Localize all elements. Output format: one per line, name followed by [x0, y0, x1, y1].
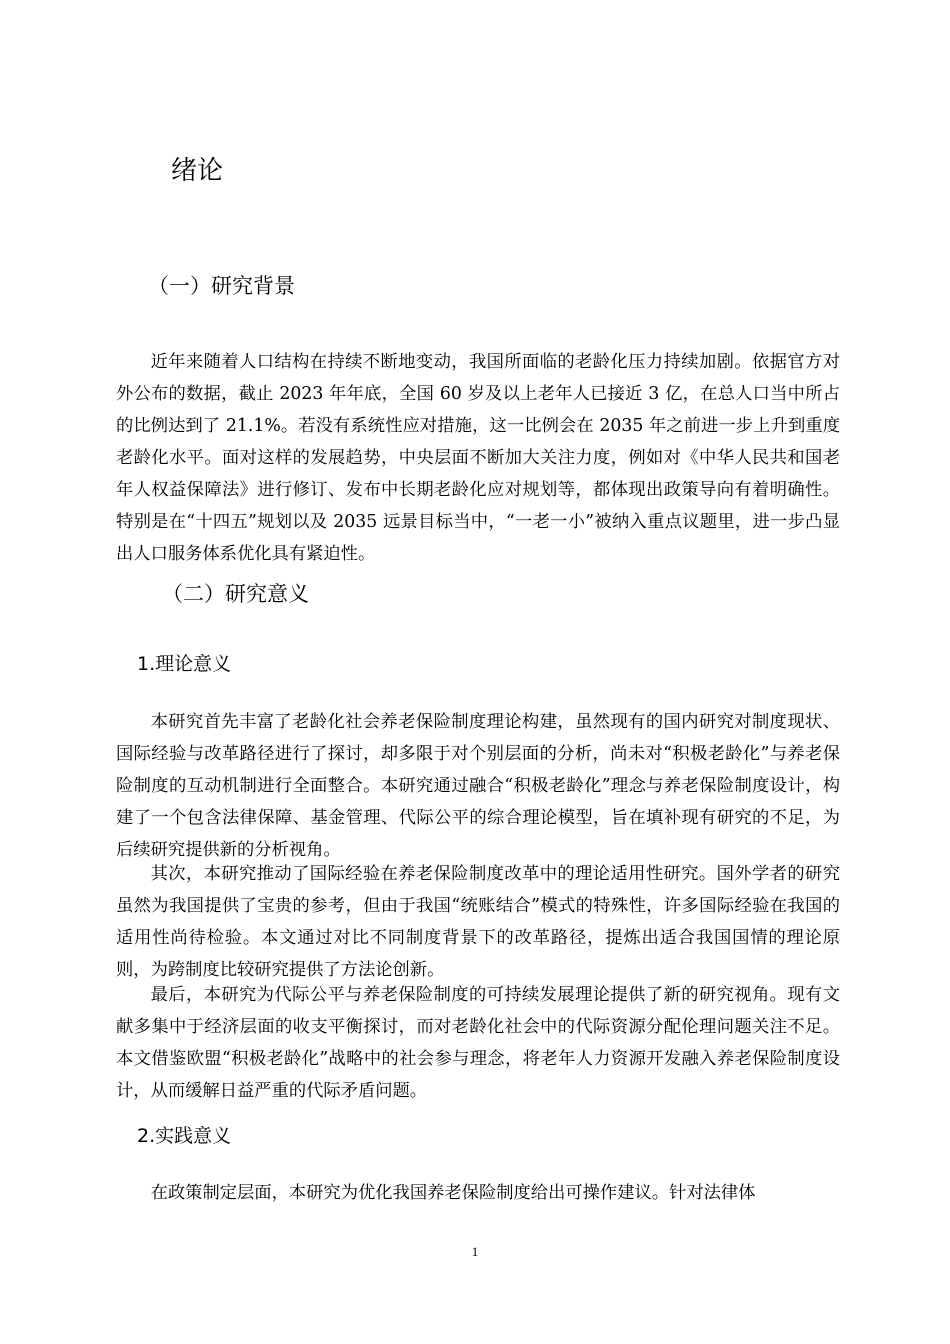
- subsection-heading-practical-significance: 2.实践意义: [137, 1125, 232, 1147]
- subsection-heading-theoretical-significance: 1.理论意义: [137, 653, 232, 675]
- paragraph-research-background: 近年来随着人口结构在持续不断地变动，我国所面临的老龄化压力持续加剧。依据官方对外公布的数据，截止 2023 年年底，全国 60 岁及以上老年人已接近 3 亿，在总人口当中所占的比例达到了 21.1%。若没有系统性应对措施，这一比例会在 2035 年之前进一步上升到重度老龄化水平。面对这样的发展趋势，中央层面不断加大关注力度，例如对《中华人民共和国老年人权益保障法》进行修订、发布中长期老龄化应对规划等，都体现出政策导向有着明确性。特别是在“十四五”规划以及 2035 远景目标当中，“一老一小”被纳入重点议题里，进一步凸显出人口服务体系优化具有紧迫性。: [116, 352, 840, 564]
- paragraph-theory-second: 其次，本研究推动了国际经验在养老保险制度改革中的理论适用性研究。国外学者的研究虽然为我国提供了宝贵的参考，但由于我国“统账结合”模式的特殊性，许多国际经验在我国的适用性尚待检验。本文通过对比不同制度背景下的改革路径，提炼出适合我国国情的理论原则，为跨制度比较研究提供了方法论创新。: [116, 864, 840, 980]
- page-title: 绪论: [171, 156, 224, 186]
- section-heading-research-significance: （二）研究意义: [162, 582, 309, 606]
- paragraph-practice-policy: 在政策制定层面，本研究为优化我国养老保险制度给出可操作建议。针对法律体: [150, 1183, 756, 1203]
- paragraph-theory-finally: 最后，本研究为代际公平与养老保险制度的可持续发展理论提供了新的研究视角。现有文献多集中于经济层面的收支平衡探讨，而对老龄化社会中的代际资源分配伦理问题关注不足。本文借鉴欧盟“积极老龄化”战略中的社会参与理念，将老年人力资源开发融入养老保险制度设计，从而缓解日益严重的代际矛盾问题。: [116, 985, 840, 1101]
- section-heading-research-background: （一）研究背景: [148, 274, 295, 298]
- page-number: 1: [471, 1244, 479, 1259]
- paragraph-theory-first: 本研究首先丰富了老龄化社会养老保险制度理论构建，虽然现有的国内研究对制度现状、国际经验与改革路径进行了探讨，却多限于对个别层面的分析，尚未对“积极老龄化”与养老保险制度的互动机制进行全面整合。本研究通过融合“积极老龄化”理念与养老保险制度设计，构建了一个包含法律保障、基金管理、代际公平的综合理论模型，旨在填补现有研究的不足，为后续研究提供新的分析视角。: [116, 712, 840, 860]
